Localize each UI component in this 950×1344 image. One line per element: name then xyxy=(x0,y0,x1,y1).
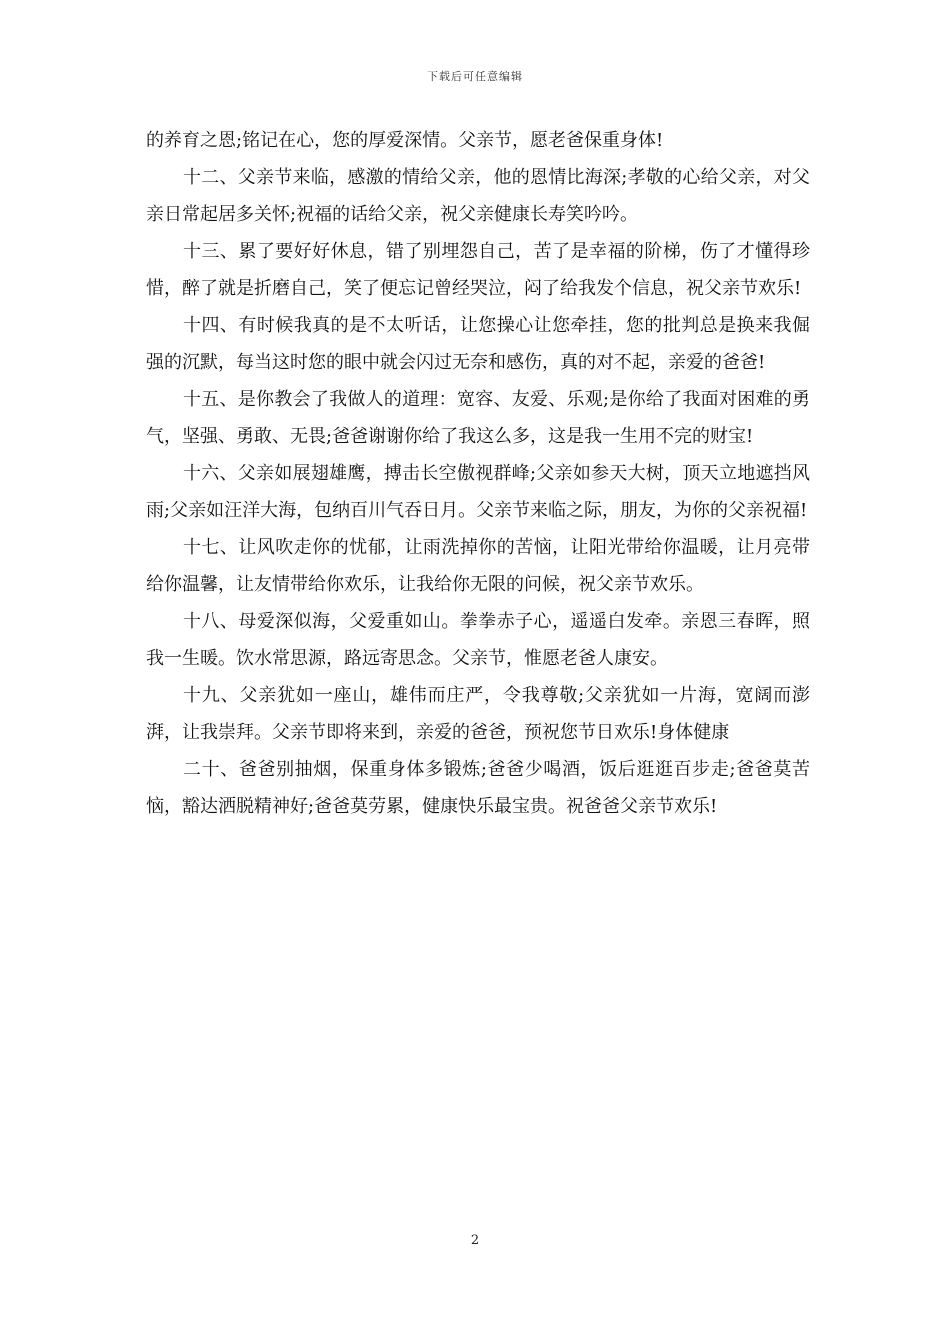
paragraph-19: 十九、父亲犹如一座山，雄伟而庄严，令我尊敬;父亲犹如一片海，宽阔而澎湃，让我崇拜。父亲节即将来到，亲爱的爸爸，预祝您节日欢乐!身体健康 xyxy=(146,685,810,743)
paragraph-continued: 的养育之恩;铭记在心，您的厚爱深情。父亲节，愿老爸保重身体! xyxy=(146,130,664,151)
paragraph-20: 二十、爸爸别抽烟，保重身体多锻炼;爸爸少喝酒，饭后逛逛百步走;爸爸莫苦恼，豁达洒脱精神好;爸爸莫劳累，健康快乐最宝贵。祝爸爸父亲节欢乐! xyxy=(146,759,810,817)
document-body xyxy=(146,122,810,825)
page-number: 2 xyxy=(470,1233,480,1248)
paragraph-17: 十七、让风吹走你的忧郁，让雨洗掉你的苦恼，让阳光带给你温暖，让月亮带给你温馨，让友情带给你欢乐，让我给你无限的问候，祝父亲节欢乐。 xyxy=(146,537,810,595)
paragraph-18: 十八、母爱深似海，父爱重如山。拳拳赤子心，遥遥白发牵。亲恩三春晖，照我一生暖。饮水常思源，路远寄思念。父亲节，惟愿老爸人康安。 xyxy=(146,611,810,669)
page-header: 下载后可任意编辑 xyxy=(427,70,523,83)
paragraph-12: 十二、父亲节来临，感激的情给父亲，他的恩情比海深;孝敬的心给父亲，对父亲日常起居多关怀;祝福的话给父亲，祝父亲健康长寿笑吟吟。 xyxy=(146,167,810,225)
paragraph-13: 十三、累了要好好休息，错了别埋怨自己，苦了是幸福的阶梯，伤了才懂得珍惜，醉了就是折磨自己，笑了便忘记曾经哭泣，闷了给我发个信息，祝父亲节欢乐! xyxy=(146,241,810,299)
paragraph-14: 十四、有时候我真的是不太听话，让您操心让您牵挂，您的批判总是换来我倔强的沉默，每当这时您的眼中就会闪过无奈和感伤，真的对不起，亲爱的爸爸! xyxy=(146,315,810,373)
paragraph-15: 十五、是你教会了我做人的道理：宽容、友爱、乐观;是你给了我面对困难的勇气，坚强、勇敢、无畏;爸爸谢谢你给了我这么多，这是我一生用不完的财宝! xyxy=(146,389,810,447)
paragraph-16: 十六、父亲如展翅雄鹰，搏击长空傲视群峰;父亲如参天大树，顶天立地遮挡风雨;父亲如汪洋大海，包纳百川气吞日月。父亲节来临之际，朋友，为你的父亲祝福! xyxy=(146,463,810,521)
